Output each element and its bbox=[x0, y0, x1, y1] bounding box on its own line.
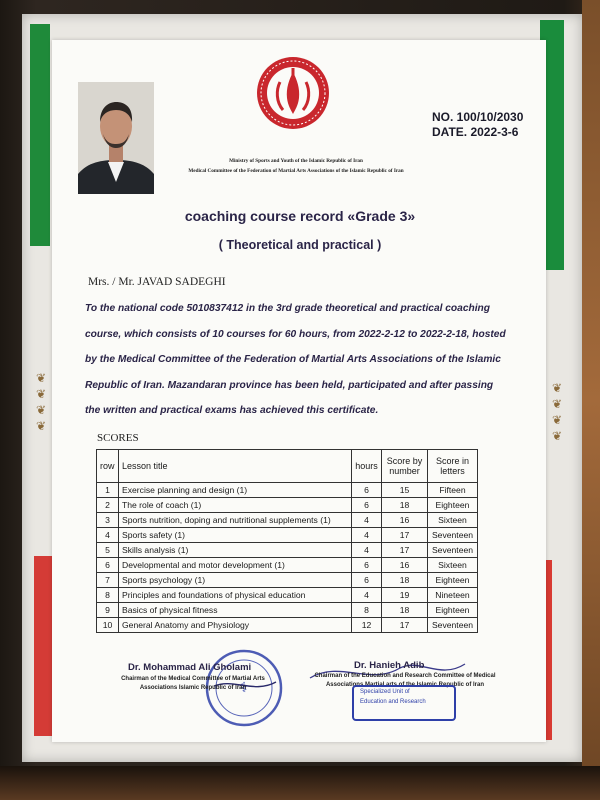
right-role-line: Associations Martial arts of the Islamic Republic of Iran bbox=[325, 682, 485, 688]
cell-score-number: 16 bbox=[382, 513, 428, 528]
cell-lesson-title: Exercise planning and design (1) bbox=[118, 483, 351, 498]
cell-score-number: 18 bbox=[382, 573, 428, 588]
cell-row-number: 3 bbox=[97, 513, 119, 528]
reference-number: NO. 100/10/2030 bbox=[432, 110, 524, 124]
cell-score-number: 19 bbox=[382, 588, 428, 603]
certificate-title: coaching course record «Grade 3» bbox=[184, 208, 416, 224]
ornament-right-icon: ❦ ❦ ❦ ❦ bbox=[552, 381, 563, 443]
header-hours: hours bbox=[352, 450, 382, 483]
cell-lesson-title: Sports nutrition, doping and nutritional supplements (1) bbox=[118, 513, 351, 528]
header-score-number: Score by number bbox=[382, 450, 428, 483]
cell-score-letters: Seventeen bbox=[427, 543, 477, 558]
cell-hours: 6 bbox=[352, 573, 382, 588]
floor-strip bbox=[0, 766, 600, 800]
cell-score-number: 18 bbox=[382, 603, 428, 618]
table-header-row bbox=[97, 450, 478, 483]
recipient-photo bbox=[78, 82, 154, 194]
cell-score-letters: Nineteen bbox=[427, 588, 477, 603]
cell-row-number: 4 bbox=[97, 528, 119, 543]
cell-score-letters: Seventeen bbox=[427, 618, 477, 633]
cell-score-letters: Fifteen bbox=[427, 483, 477, 498]
cell-score-letters: Seventeen bbox=[427, 528, 477, 543]
reference-block bbox=[432, 110, 523, 140]
left-signatory-name: Dr. Mohammad Ali Gholami bbox=[128, 662, 252, 673]
flag-green-stripe-left bbox=[30, 24, 50, 246]
cell-hours: 6 bbox=[352, 498, 382, 513]
cell-hours: 4 bbox=[352, 588, 382, 603]
wooden-furniture-edge bbox=[582, 0, 600, 800]
cell-lesson-title: Sports safety (1) bbox=[118, 528, 351, 543]
cell-score-number: 18 bbox=[382, 498, 428, 513]
ornament-left-icon: ❦ ❦ ❦ ❦ bbox=[36, 371, 47, 433]
cell-score-letters: Eighteen bbox=[427, 498, 477, 513]
cell-score-number: 17 bbox=[382, 528, 428, 543]
body-line: course, which consists of 10 courses for 60 hours, from 2022-2-12 to 2022-2-18, hosted bbox=[85, 328, 506, 340]
cell-row-number: 9 bbox=[97, 603, 119, 618]
ministry-line: Ministry of Sports and Youth of the Islamic Republic of Iran bbox=[229, 158, 363, 164]
cell-score-number: 17 bbox=[382, 543, 428, 558]
cell-row-number: 8 bbox=[97, 588, 119, 603]
cell-lesson-title: The role of coach (1) bbox=[118, 498, 351, 513]
cell-score-number: 15 bbox=[382, 483, 428, 498]
table-row bbox=[97, 573, 478, 588]
svg-text:⚕: ⚕ bbox=[240, 680, 248, 696]
scores-heading: SCORES bbox=[97, 432, 139, 444]
table-row bbox=[97, 603, 478, 618]
cell-score-letters: Eighteen bbox=[427, 573, 477, 588]
scores-table bbox=[96, 449, 478, 633]
cell-lesson-title: Skills analysis (1) bbox=[118, 543, 351, 558]
cell-lesson-title: Basics of physical fitness bbox=[118, 603, 351, 618]
table-row bbox=[97, 513, 478, 528]
cell-lesson-title: General Anatomy and Physiology bbox=[118, 618, 351, 633]
cell-row-number: 5 bbox=[97, 543, 119, 558]
body-line: To the national code 5010837412 in the 3rd grade theoretical and practical coaching bbox=[85, 303, 490, 314]
left-role-line: Associations Islamic Republic of Iran bbox=[139, 685, 247, 691]
table-row bbox=[97, 558, 478, 573]
table-row bbox=[97, 498, 478, 513]
recipient-name: Mrs. / Mr. JAVAD SADEGHI bbox=[88, 276, 226, 288]
official-stamp-rectangular bbox=[352, 685, 456, 721]
header-score-letters: Score in letters bbox=[427, 450, 477, 483]
body-line: the written and practical exams has achieved this certificate. bbox=[85, 405, 379, 416]
issue-date: DATE. 2022-3-6 bbox=[432, 125, 519, 139]
header-row-number: row bbox=[97, 450, 119, 483]
cell-hours: 6 bbox=[352, 558, 382, 573]
header-lesson-title: Lesson title bbox=[118, 450, 351, 483]
cell-hours: 8 bbox=[352, 603, 382, 618]
cell-lesson-title: Principles and foundations of physical education bbox=[118, 588, 351, 603]
left-signatory-role bbox=[88, 675, 298, 693]
cell-hours: 6 bbox=[352, 483, 382, 498]
cell-hours: 4 bbox=[352, 543, 382, 558]
cell-row-number: 10 bbox=[97, 618, 119, 633]
iran-emblem-icon bbox=[256, 56, 330, 130]
table-row bbox=[97, 588, 478, 603]
cell-score-letters: Sixteen bbox=[427, 513, 477, 528]
certificate-body bbox=[85, 296, 519, 424]
committee-line: Medical Committee of the Federation of Martial Arts Associations of the Islamic Republic of Iran bbox=[188, 168, 404, 174]
table-row bbox=[97, 618, 478, 633]
cell-score-letters: Sixteen bbox=[427, 558, 477, 573]
ministry-header bbox=[160, 156, 432, 176]
cell-score-number: 16 bbox=[382, 558, 428, 573]
stamp-line: Education and Research bbox=[360, 699, 426, 705]
right-role-line: Chairman of the Education and Research Committee of Medical bbox=[314, 673, 496, 679]
cell-row-number: 1 bbox=[97, 483, 119, 498]
cell-score-number: 17 bbox=[382, 618, 428, 633]
table-row bbox=[97, 528, 478, 543]
body-line: by the Medical Committee of the Federation of Martial Arts Associations of the Islamic bbox=[85, 354, 501, 365]
cell-lesson-title: Developmental and motor development (1) bbox=[118, 558, 351, 573]
certificate-subtitle: ( Theoretical and practical ) bbox=[218, 238, 382, 252]
right-signatory-name: Dr. Hanieh Adib bbox=[354, 660, 425, 671]
cell-lesson-title: Sports psychology (1) bbox=[118, 573, 351, 588]
cell-row-number: 2 bbox=[97, 498, 119, 513]
cell-hours: 4 bbox=[352, 513, 382, 528]
left-role-line: Chairman of the Medical Committee of Martial Arts bbox=[121, 676, 265, 682]
cell-score-letters: Eighteen bbox=[427, 603, 477, 618]
cell-row-number: 6 bbox=[97, 558, 119, 573]
cell-row-number: 7 bbox=[97, 573, 119, 588]
cell-hours: 4 bbox=[352, 528, 382, 543]
body-line: Republic of Iran. Mazandaran province has been held, participated and after passing bbox=[85, 379, 494, 391]
table-row bbox=[97, 543, 478, 558]
table-row bbox=[97, 483, 478, 498]
stamp-line: Specialized Unit of bbox=[360, 689, 410, 695]
cell-hours: 12 bbox=[352, 618, 382, 633]
